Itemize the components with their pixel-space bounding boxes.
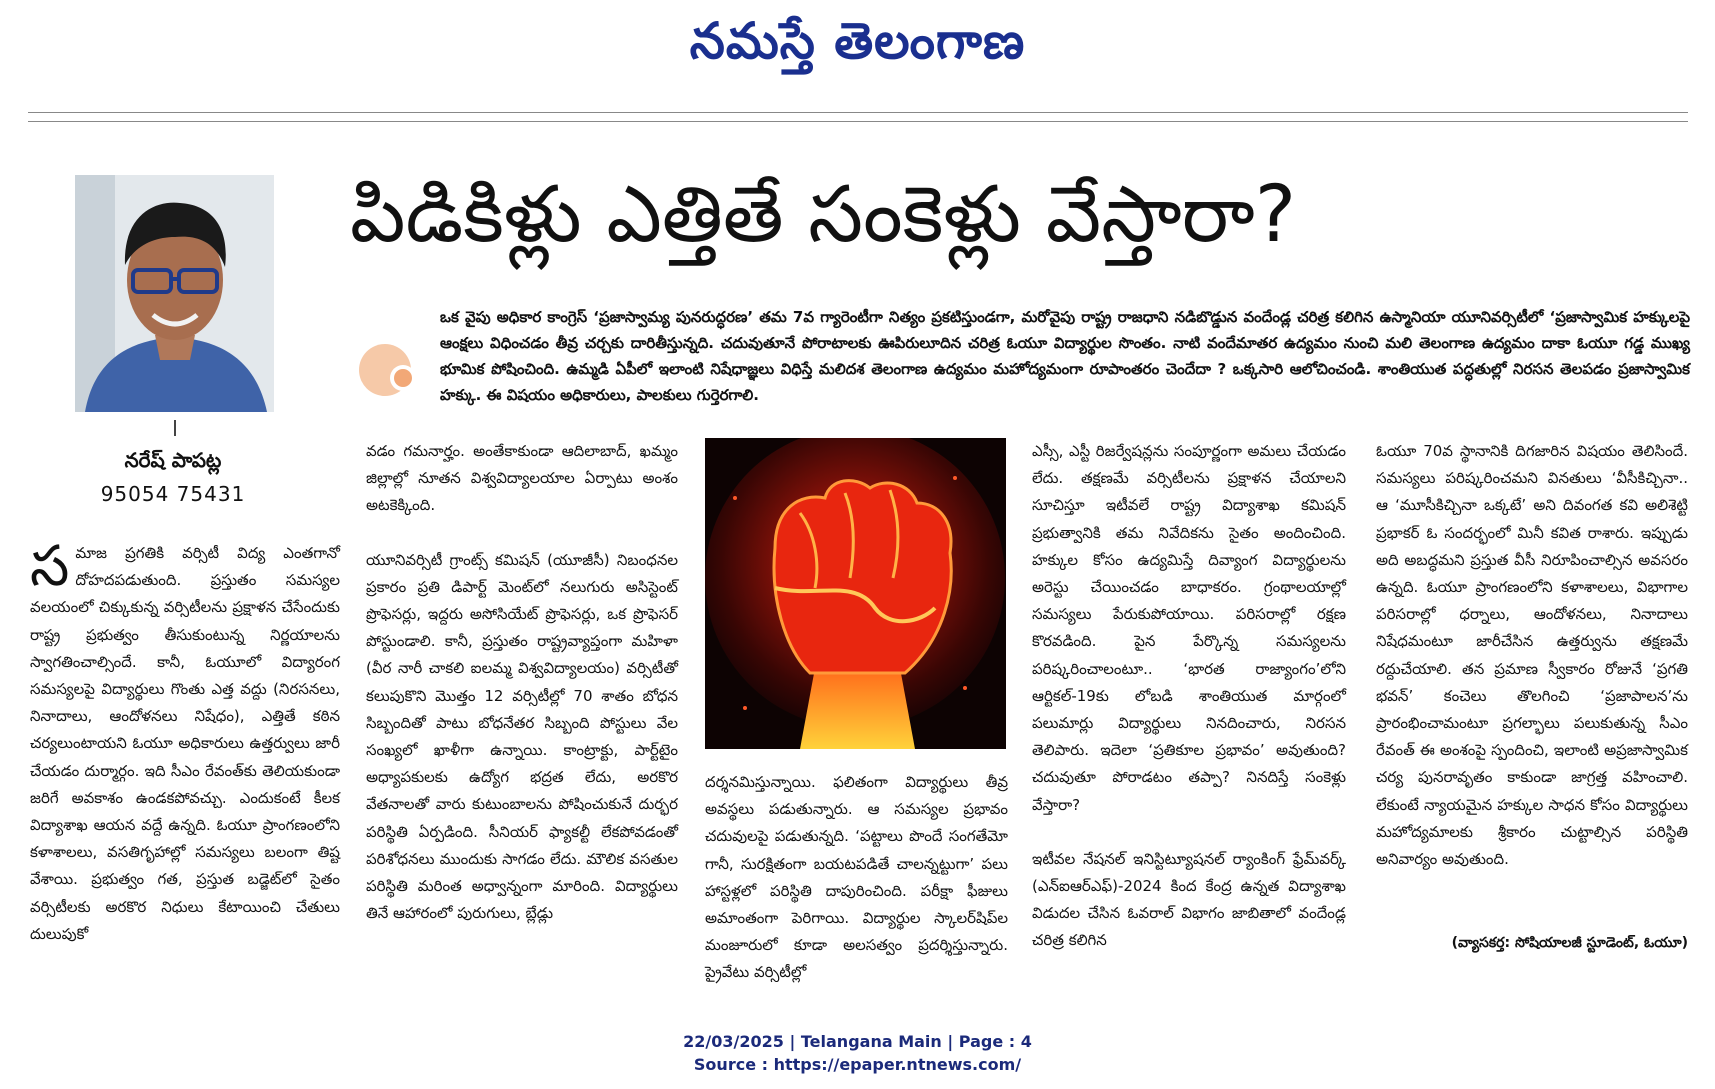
column-3-paragraph: దర్శనమిస్తున్నాయి. ఫలితంగా విద్యార్థులు తీవ్ర అవస్థలు పడుతున్నారు. ఆ సమస్యల ప్రభావం చదువులపై పడుతున్నది. ‘పట్టాలు పొందే సంగతేమో గానీ, సురక్షితంగా బయటపడితే చాలన్నట్టుగా’ పలు హాస్టళ్లలో పరిస్థితి దాపురించింది. పరీక్షా ఫీజులు అమాంతంగా పెరిగాయి. విద్యార్థుల స్కాలర్‌షిప్‌ల మంజూరులో కూడా అలసత్వం ప్రదర్శిస్తున్నారు. ప్రైవేటు వర్సిటీల్లో	[705, 773, 1008, 982]
masthead-rule-bottom	[28, 121, 1688, 122]
column-1-paragraph: మాజ ప్రగతికి వర్సిటీ విద్య ఎంతగానో దోహదపడుతుంది. ప్రస్తుతం సమస్యల వలయంలో చిక్కుకున్న వర్సిటీలను ప్రక్షాళన చేసేందుకు రాష్ట్ర ప్రభుత్వం తీసుకుంటున్న నిర్ణయాలను స్వాగతించాల్సిందే. కానీ, ఓయూలో విద్యారంగ సమస్యలపై విద్యార్థులు గొంతు ఎత్త వద్దు (నిరసనలు, నినాదాలు, ఆందోళనలు నిషేధం), ఎత్తితే కఠిన చర్యలుంటాయని ఓయూ అధికారులు ఉత్తర్వులు జారీ చేయడం దుర్మార్గం. ఇది సీఎం రేవంత్‌కు తెలియకుండా జరిగే అవకాశం ఉండకపోవచ్చు. ఎందుకంటే కీలక విద్యాశాఖ ఆయన వద్దే ఉన్నది. ఓయూ ప్రాంగణంలోని కళాశాలలు, వసతిగృహాల్లో సమస్యలు బలంగా తిష్ట వేశాయి. ప్రభుత్వం గత, ప్రస్తుత బడ్జెట్‌లో సైతం వర్సిటీలకు అరకొర నిధులు కేటాయించి చేతులు దులుపుకో	[30, 544, 340, 943]
author-photo	[75, 175, 274, 412]
article-column-2	[366, 438, 678, 954]
raised-fist-illustration	[705, 438, 1006, 749]
drop-cap: స	[30, 534, 70, 599]
column-4-paragraph-1: ఎస్సీ, ఎస్టీ రిజర్వేషన్లను సంపూర్ణంగా అమలు చేయడం లేదు. తక్షణమే వర్సిటీలను ప్రక్షాళన చేయాలని సూచిస్తూ ఇటీవలే రాష్ట్ర విద్యాశాఖ కమిషన్ ప్రభుత్వానికి తమ నివేదికను సైతం అందించింది. హక్కుల కోసం ఉద్యమిస్తే దివ్యాంగ విద్యార్థులను అరెస్టు చేయించడం బాధాకరం. గ్రంథాలయాల్లో సమస్యలు పేరుకుపోయాయి. పరిసరాల్లో రక్షణ కొరవడింది. పైన పేర్కొన్న సమస్యలను పరిష్కరించాలంటూ.. ‘భారత రాజ్యాంగం’లోని ఆర్టికల్-19కు లోబడి శాంతియుత మార్గంలో పలుమార్లు విద్యార్థులు నినదించారు, నిరసన తెలిపారు. ఇదెలా ‘ప్రతికూల ప్రభావం’ అవుతుంది? చదువుతూ పోరాడటం తప్పా? నినదిస్తే సంకెళ్లు వేస్తారా?	[1032, 442, 1346, 814]
writer-credit: (వ్యాసకర్త: సోషియాలజీ స్టూడెంట్, ఓయూ)	[1451, 935, 1688, 951]
author-name: నరేష్ పాపట్ల	[124, 448, 222, 472]
quote-icon	[355, 334, 425, 404]
footer-source-link[interactable]: Source : https://epaper.ntnews.com/	[693, 1055, 1022, 1074]
article-headline: పిడికిళ్లు ఎత్తితే సంకెళ్లు వేస్తారా?	[350, 170, 1297, 260]
column-4-paragraph-2: ఇటీవల నేషనల్ ఇనిస్టిట్యూషనల్ ర్యాంకింగ్ ఫ్రేమ్‌వర్క్ (ఎన్‌ఐఆర్‌ఎఫ్)-2024 కింద కేంద్ర ఉన్నత విద్యాశాఖ విడుదల చేసిన ఓవరాల్ విభాగం జాబితాలో వందేండ్ల చరిత్ర కలిగిన	[1032, 849, 1346, 950]
article-column-5	[1376, 438, 1688, 900]
column-2-paragraph-1: వడం గమనార్హం. అంతేకాకుండా ఆదిలాబాద్, ఖమ్మం జిల్లాల్లో నూతన విశ్వవిద్యాలయాల ఏర్పాటు అంశం అటకెక్కింది.	[366, 442, 678, 515]
article-column-3	[705, 769, 1008, 1014]
masthead-rule-top	[28, 112, 1688, 113]
footer-edition-info: 22/03/2025 | Telangana Main | Page : 4	[683, 1032, 1032, 1051]
article-column-4	[1032, 438, 1346, 982]
author-phone: 95054 75431	[100, 482, 246, 506]
column-5-paragraph: ఓయూ 70వ స్థానానికి దిగజారిన విషయం తెలిసిందే. సమస్యలు పరిష్కరించమని వినతులు ‘వీసీకిచ్చినా.. ఆ ‘మూసీకిచ్చినా ఒక్కటే’ అని దివంగత కవి అలిశెట్టి ప్రభాకర్ ఓ సందర్భంలో మినీ కవిత రాశారు. ఇప్పుడు అది అబద్ధమని ప్రస్తుత వీసీ నిరూపించాల్సిన అవసరం ఉన్నది. ఓయూ ప్రాంగణంలోని కళాశాలలు, విభాగాల పరిసరాల్లో ధర్నాలు, ఆందోళనలు, నినాదాలు నిషేధమంటూ జారీచేసిన ఉత్తర్వును తక్షణమే రద్దుచేయాలి. తన ప్రమాణ స్వీకారం రోజునే ‘ప్రగతి భవన్’ కంచెలు తొలగించి ‘ప్రజాపాలన’ను ప్రారంభించామంటూ ప్రగల్భాలు పలుకుతున్న సీఎం రేవంత్ ఈ అంశంపై స్పందించి, ఇలాంటి అప్రజాస్వామిక చర్య పునరావృతం కాకుండా జాగ్రత్త వహించాలి. లేకుంటే న్యాయమైన హక్కుల సాధన కోసం విద్యార్థులు మహోద్యమాలకు శ్రీకారం చుట్టాల్సిన పరిస్థితి అనివార్యం అవుతుంది.	[1376, 442, 1688, 869]
lead-paragraph: ఒక వైపు అధికార కాంగ్రెస్ ‘ప్రజాస్వామ్య పునరుద్ధరణ’ తమ 7వ గ్యారెంటీగా నిత్యం ప్రకటిస్తుండగా, మరోవైపు రాష్ట్ర రాజధాని నడిబొడ్డున వందేండ్ల చరిత్ర కలిగిన ఉస్మానియా యూనివర్సిటీలో ‘ప్రజాస్వామిక హక్కులపై ఆంక్షలు విధించడం తీవ్ర చర్చకు దారితీస్తున్నది. చదువుతూనే పోరాటాలకు ఊపిరులూదిన చరిత్ర ఓయూ విద్యార్థుల సొంతం. నాటి వందేమాతర ఉద్యమం నుంచి మలి తెలంగాణ ఉద్యమం దాకా ఓయూ గడ్డ ముఖ్య భూమిక పోషించింది. ఉమ్మడి ఏపీలో ఇలాంటి నిషేధాజ్ఞలు విధిస్తే మలిదశ తెలంగాణ ఉద్యమం మహోద్యమంగా రూపాంతరం చెందేదా ? ఒక్కసారి ఆలోచించండి. శాంతియుత పద్ధతుల్లో నిరసన తెలపడం ప్రజాస్వామిక హక్కు. ఈ విషయం అధికారులు, పాలకులు గుర్తెరగాలి.	[440, 308, 1690, 404]
column-2-paragraph-2: యూనివర్సిటీ గ్రాంట్స్ కమిషన్ (యూజీసీ) నిబంధనల ప్రకారం ప్రతి డిపార్ట్ మెంట్‌లో నలుగురు అసిస్టెంట్ ప్రొఫెసర్లు, ఇద్దరు అసోసియేట్ ప్రొఫెసర్లు, ఒక ప్రొఫెసర్ పోస్టుండాలి. కానీ, ప్రస్తుతం రాష్ట్రవ్యాప్తంగా మహిళా (వీర నారీ చాకలి ఐలమ్మ విశ్వవిద్యాలయం) వర్సిటీతో కలుపుకొని మొత్తం 12 వర్సిటీల్లో 70 శాతం బోధన సిబ్బందితో పాటు బోధనేతర సిబ్బంది పోస్టులు వేల సంఖ్యలో ఖాళీగా ఉన్నాయి. కాంట్రాక్టు, పార్ట్‌టైం అధ్యాపకులకు ఉద్యోగ భద్రత లేదు, అరకొర వేతనాలతో వారు కుటుంబాలను పోషించుకునే దుర్భర పరిస్థితి ఏర్పడింది. సీనియర్ ఫ్యాకల్టీ లేకపోవడంతో పరిశోధనలు ముందుకు సాగడం లేదు. మౌలిక వసతుల పరిస్థితి మరింత అధ్వాన్నంగా మారింది. విద్యార్థులు తినే ఆహారంలో పురుగులు, బ్లేడ్లు	[366, 550, 678, 923]
byline-divider	[174, 420, 176, 436]
article-column-1	[30, 534, 340, 975]
masthead: నమస్తే తెలంగాణ	[689, 11, 1026, 70]
